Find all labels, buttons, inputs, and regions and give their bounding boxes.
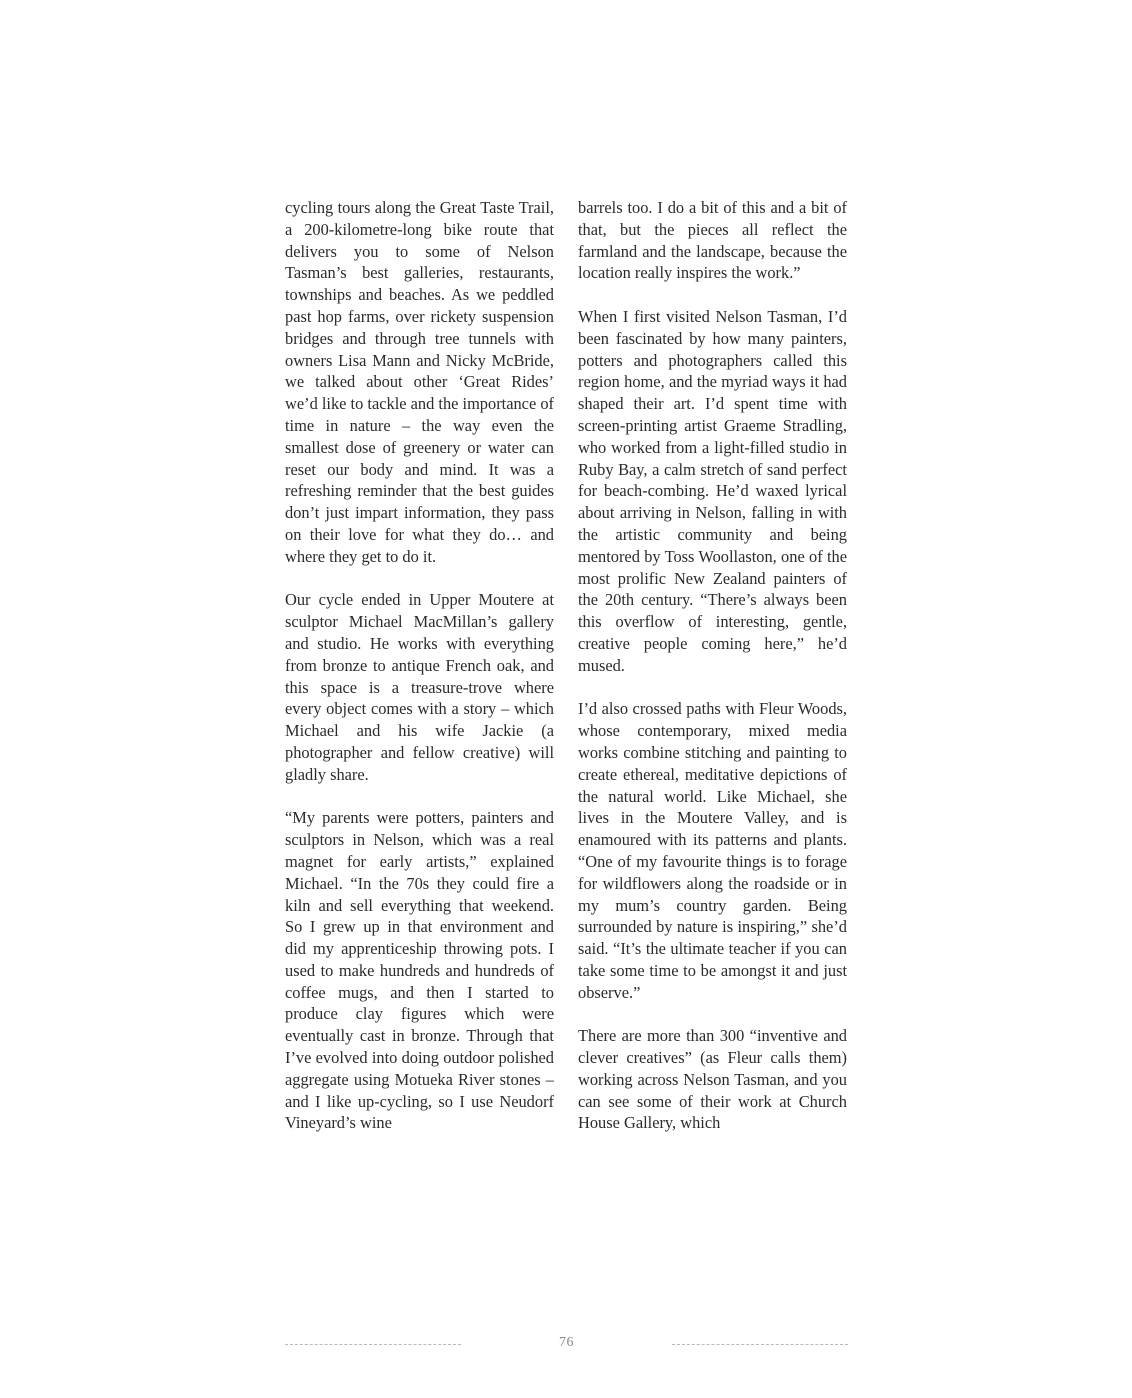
paragraph: cycling tours along the Great Taste Trail, a 200-kilometre-long bike route that delivers you to some of Nelson Tasman’s best galleries, restaurants, townships and beaches. As we peddled past hop farms, over rickety suspension bridges and through tree tunnels with owners Lisa Mann and Nicky McBride, we talked about other ‘Great Rides’ we’d like to tackle and the importance of time in nature – the way even the smallest dose of greenery or water can reset our body and mind. It was a refreshing reminder that the best guides don’t just impart information, they pass on their love for what they do… and where they get to do it. bbox=[285, 198, 554, 566]
paragraph: When I first visited Nelson Tasman, I’d been fascinated by how many painters, potters and photographers called this region home, and the myriad ways it had shaped their art. I’d spent time with screen-printing artist Graeme Stradling, who worked from a light-filled studio in Ruby Bay, a calm stretch of sand perfect for beach-combing. He’d waxed lyrical about arriving in Nelson, falling in with the artistic community and being mentored by Toss Woollaston, one of the most prolific New Zealand painters of the 20th century. “There’s always been this overflow of interesting, gentle, creative people coming here,” he’d mused. bbox=[578, 306, 847, 675]
paragraph: Our cycle ended in Upper Moutere at sculptor Michael MacMillan’s gallery and studio. He works with everything from bronze to antique French oak, and this space is a treasure-trove where every object comes with a story – which Michael and his wife Jackie (a photographer and fellow creative) will gladly share. bbox=[285, 590, 554, 784]
paragraph: I’d also crossed paths with Fleur Woods, whose contemporary, mixed media works combine stitching and painting to create ethereal, meditative depictions of the natural world. Like Michael, she lives in the Moutere Valley, and is enamoured with its patterns and plants. “One of my favourite things is to forage for wildflowers along the roadside or in my mum’s country garden. Being surrounded by nature is inspiring,” she’d said. “It’s the ultimate teacher if you can take some time to be amongst it and just observe.” bbox=[578, 699, 847, 1002]
text-column-left bbox=[285, 197, 554, 1134]
footer-divider-right bbox=[672, 1344, 848, 1345]
paragraph: barrels too. I do a bit of this and a bit of that, but the pieces all reflect the farmland and the landscape, because the location really inspires the work.” bbox=[578, 198, 847, 283]
paragraph: There are more than 300 “inventive and clever creatives” (as Fleur calls them) working across Nelson Tasman, and you can see some of their work at Church House Gallery, which bbox=[578, 1026, 847, 1133]
page-footer bbox=[285, 1334, 848, 1354]
text-column-right bbox=[578, 197, 847, 1134]
paragraph: “My parents were potters, painters and sculptors in Nelson, which was a real magnet for early artists,” explained Michael. “In the 70s they could fire a kiln and sell everything that weekend. So I grew up in that environment and did my apprenticeship throwing pots. I used to make hundreds and hundreds of coffee mugs, and then I started to produce clay figures which were eventually cast in bronze. Through that I’ve evolved into doing outdoor polished aggregate using Motueka River stones – and I like up-cycling, so I use Neudorf Vineyard’s wine bbox=[285, 808, 554, 1133]
page-number: 76 bbox=[559, 1335, 574, 1350]
